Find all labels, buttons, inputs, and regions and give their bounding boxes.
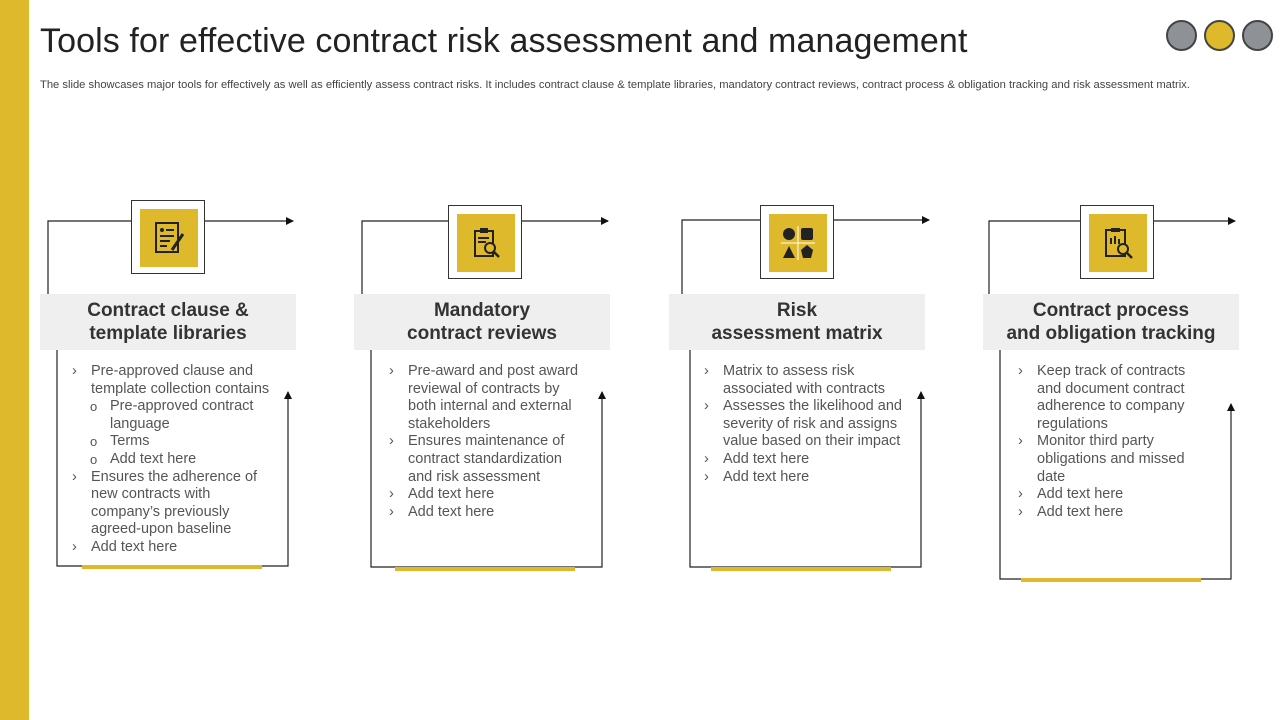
card-title-line: Mandatory [433,300,531,321]
card-title-line: and obligation tracking [1006,323,1216,344]
list-item: › Add text here [1018,486,1208,504]
list-item: › Monitor third party obligations and missed date [1018,433,1208,486]
list-item: › Add text here [704,469,904,487]
card-accent-line [711,567,891,571]
card-title-line: Contract process [1032,300,1190,321]
clipboard-search-icon [457,214,515,272]
card-title-line: contract reviews [407,323,557,344]
card-title-line: Contract clause & [87,300,249,321]
card-title-line: template libraries [89,323,247,344]
card-icon-frame [448,205,522,279]
card-accent-line [82,565,262,569]
card-icon-frame [760,205,834,279]
list-item: › Pre-approved clause and template collection contains [72,363,277,398]
sub-list-item: o Add text here [72,451,277,469]
list-item: › Add text here [704,451,904,469]
list-item: › Assesses the likelihood and severity of risk and assigns value based on their impact [704,398,904,451]
card-accent-line [1021,578,1201,582]
report-magnifier-icon [1089,214,1147,272]
card-body [72,363,277,557]
page-subtitle: The slide showcases major tools for effectively as well as efficiently assess contract risks. It includes contract clause & template libraries, mandatory contract reviews, contract process & obligation tracking and risk assessment matrix. [40,79,1190,91]
list-item: › Add text here [389,486,589,504]
card-header [354,294,610,350]
list-item: › Add text here [1018,504,1208,522]
page-title: Tools for effective contract risk assessment and management [40,22,968,60]
list-item: › Add text here [72,539,277,557]
card-body [389,363,589,521]
list-item: › Ensures maintenance of contract standardization and risk assessment [389,433,589,486]
sub-list-item: o Terms [72,433,277,451]
contract-document-icon [140,209,198,267]
list-item: › Matrix to assess risk associated with contracts [704,363,904,398]
card-body [704,363,904,486]
card-body [1018,363,1208,521]
card-accent-line [395,567,575,571]
card-header [40,294,296,350]
list-item: › Add text here [389,504,589,522]
list-item: › Ensures the adherence of new contracts with company’s previously agreed-upon baseline [72,469,277,539]
card-title-line: assessment matrix [711,323,883,344]
card-title-line: Risk [776,300,818,321]
card-header [669,294,925,350]
sub-list-item: o Pre-approved contract language [72,398,277,433]
card-header [983,294,1239,350]
shapes-matrix-icon [769,214,827,272]
list-item: › Keep track of contracts and document contract adherence to company regulations [1018,363,1208,433]
card-icon-frame [131,200,205,274]
list-item: › Pre-award and post award reviewal of contracts by both internal and external stakeholders [389,363,589,433]
card-icon-frame [1080,205,1154,279]
